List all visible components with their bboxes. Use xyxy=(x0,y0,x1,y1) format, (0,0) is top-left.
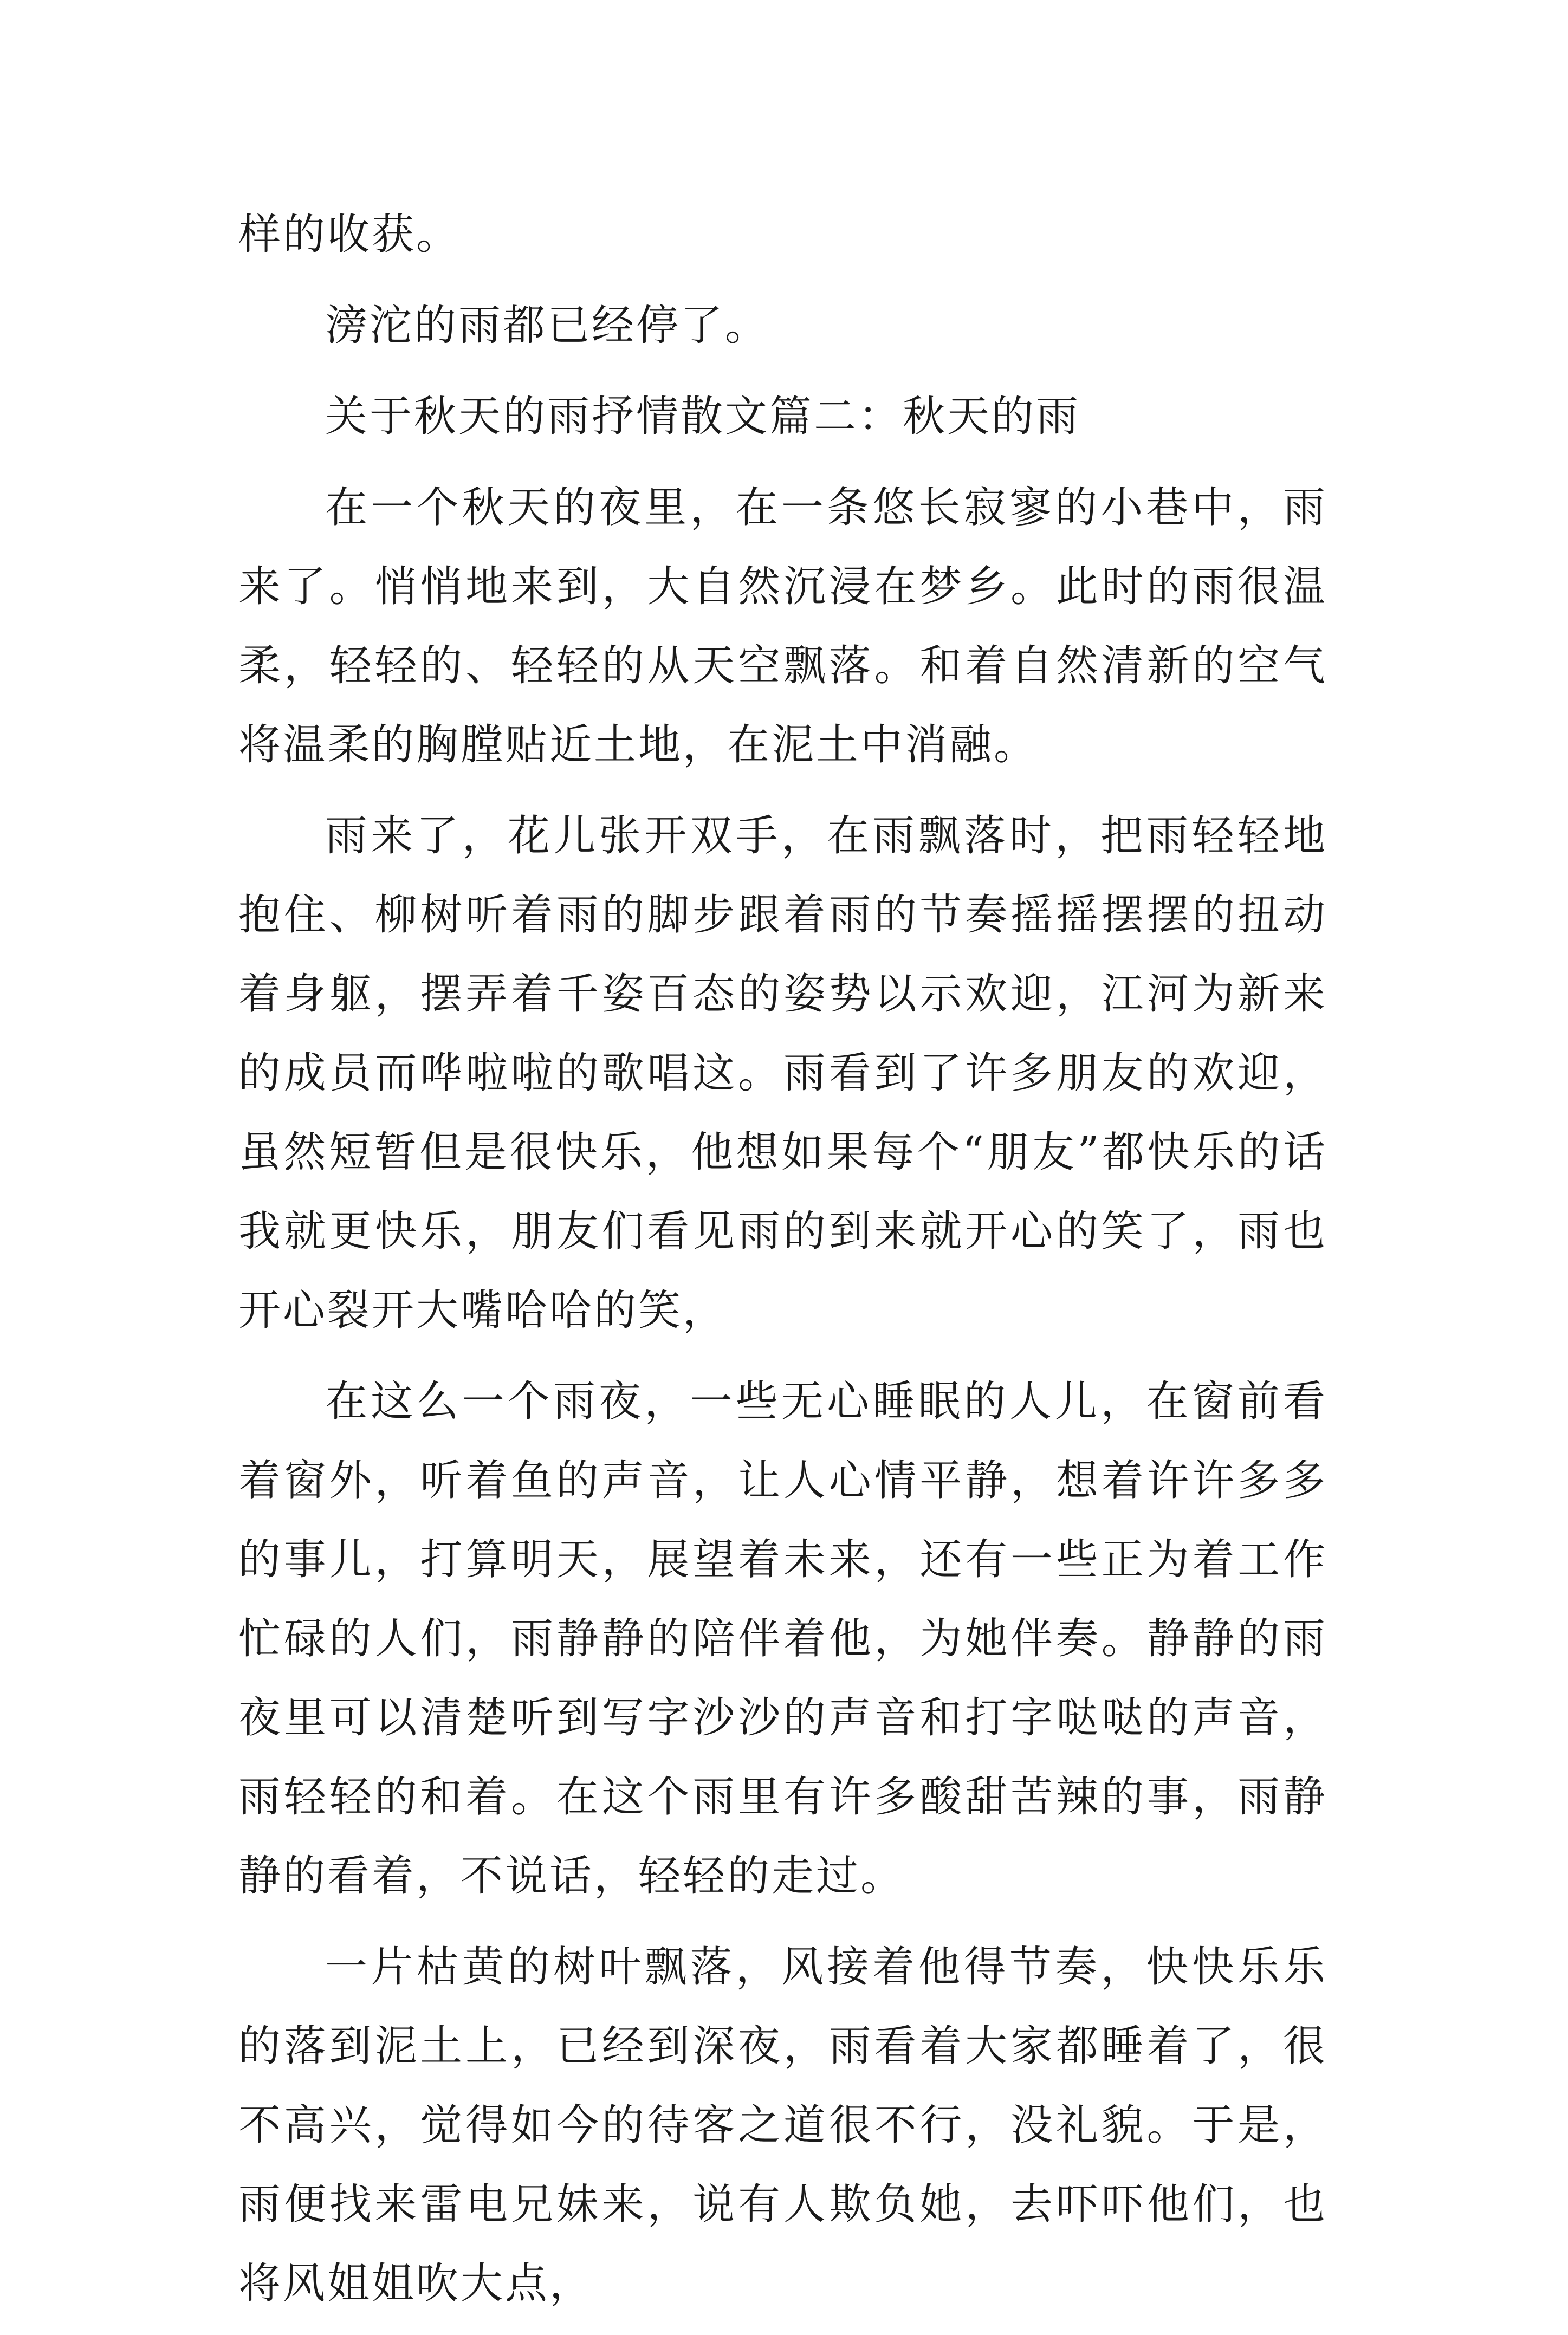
paragraph-2: 滂沱的雨都已经停了。 xyxy=(325,301,770,350)
paragraph-1: 样的收获。 xyxy=(238,210,461,259)
paragraph-6: 一片枯黄的树叶飘落，风接着他得节奏，快快乐乐的落到泥土上，已经到深夜，雨看着大家都睡着了，很不高兴，觉得如今的待客之道很不行，没礼貌。于是，雨便找来雷电兄妹来，说有人欺负她，去吓吓他们，也将风姐姐吹大点， xyxy=(238,1943,1327,2308)
paragraph-3: 在一个秋天的夜里，在一条悠长寂寥的小巷中，雨来了。悄悄地来到，大自然沉浸在梦乡。此时的雨很温柔，轻轻的、轻轻的从天空飘落。和着自然清新的空气将温柔的胸膛贴近土地，在泥土中消融。 xyxy=(238,483,1327,769)
paragraph-4: 雨来了，花儿张开双手，在雨飘落时，把雨轻轻地抱住、柳树听着雨的脚步跟着雨的节奏摇摇摆摆的扭动着身躯，摆弄着千姿百态的姿势以示欢迎，江河为新来的成员而哗啦啦的歌唱这。雨看到了许多朋友的欢迎，虽然短暂但是很快乐，他想如果每个“朋友”都快乐的话我就更快乐，朋友们看见雨的到来就开心的笑了，雨也开心裂开大嘴哈哈的笑， xyxy=(238,812,1327,1335)
paragraph-5: 在这么一个雨夜，一些无心睡眠的人儿，在窗前看着窗外，听着鱼的声音，让人心情平静，想着许许多多的事儿，打算明天，展望着未来，还有一些正为着工作忙碌的人们，雨静静的陪伴着他，为她伴奏。静静的雨夜里可以清楚听到写字沙沙的声音和打字哒哒的声音，雨轻轻的和着。在这个雨里有许多酸甜苦辣的事，雨静静的看着，不说话，轻轻的走过。 xyxy=(238,1377,1327,1901)
section-heading: 关于秋天的雨抒情散文篇二：秋天的雨 xyxy=(325,392,1081,441)
document-body xyxy=(238,195,1327,2335)
